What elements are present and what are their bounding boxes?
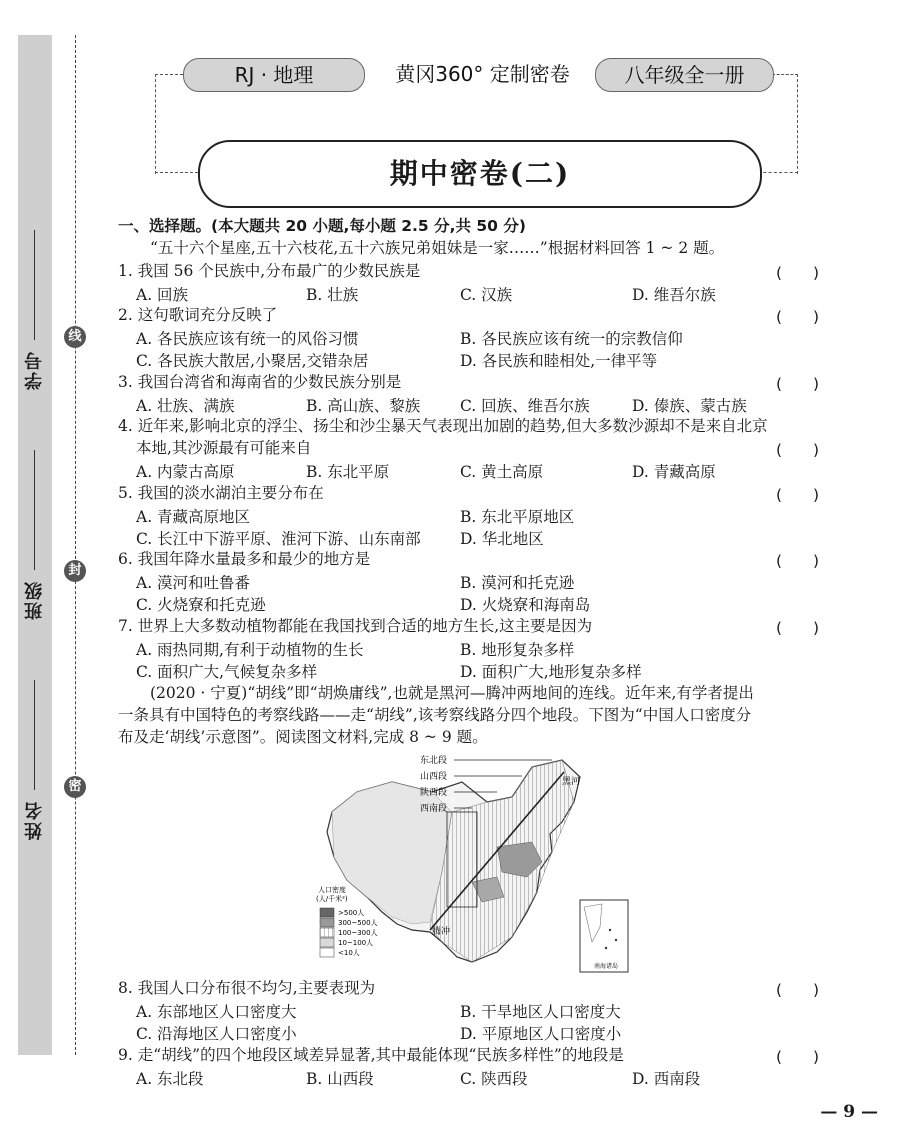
seal-cut-line — [75, 35, 76, 1055]
page-number: — 9 — — [820, 1102, 878, 1122]
legend-item-2: 300~500人 — [338, 919, 378, 927]
q4-answer-paren[interactable]: ( ) — [776, 441, 820, 459]
legend-item-1: >500人 — [338, 909, 365, 917]
q4-option-a: A. 内蒙古高原 — [136, 463, 235, 481]
q3-stem: 3. 我国台湾省和海南省的少数民族分别是 — [118, 373, 402, 391]
q4-stem: 4. 近年来,影响北京的浮尘、扬尘和沙尘暴天气表现出加剧的趋势,但大多数沙源却不是来自北京 — [118, 417, 768, 435]
q3-option-d: D. 傣族、蒙古族 — [632, 397, 747, 415]
header-dash-left — [155, 74, 183, 75]
q6-answer-paren[interactable]: ( ) — [776, 552, 820, 570]
population-density-map — [312, 752, 632, 977]
q1-option-c: C. 汉族 — [460, 286, 513, 304]
q7-option-c: C. 面积广大,气候复杂多样 — [136, 663, 318, 681]
q2-option-a: A. 各民族应该有统一的风俗习惯 — [136, 330, 359, 348]
header-dash-right — [772, 74, 798, 75]
q9-option-a: A. 东北段 — [136, 1070, 204, 1088]
q8-stem: 8. 我国人口分布很不均匀,主要表现为 — [118, 979, 376, 997]
city-heihe: 黑河 — [562, 777, 581, 787]
legend-item-4: 10~100人 — [338, 939, 374, 947]
legend-item-3: 100~300人 — [338, 929, 378, 937]
student-id-label: 学号 — [24, 350, 45, 390]
q5-option-c: C. 长江中下游平原、淮河下游、山东南部 — [136, 530, 421, 548]
inset-label: 南海诸岛 — [594, 963, 619, 970]
q2-answer-paren[interactable]: ( ) — [776, 308, 820, 326]
q9-option-b: B. 山西段 — [306, 1070, 374, 1088]
q5-option-b: B. 东北平原地区 — [460, 508, 575, 526]
seal-mark-line: 线 — [64, 326, 86, 348]
q9-option-c: C. 陕西段 — [460, 1070, 528, 1088]
q7-answer-paren[interactable]: ( ) — [776, 619, 820, 637]
class-label: 班级 — [24, 580, 45, 620]
q4-option-c: C. 黄土高原 — [460, 463, 544, 481]
q9-option-d: D. 西南段 — [632, 1070, 701, 1088]
q7-option-d: D. 面积广大,地形复杂多样 — [460, 663, 642, 681]
q8-answer-paren[interactable]: ( ) — [776, 981, 820, 999]
q1-answer-paren[interactable]: ( ) — [776, 264, 820, 282]
intro-2-line-1: (2020 · 宁夏)“胡线”即“胡焕庸线”,也就是黑河—腾冲两地间的连线。近年来,有学者提出 — [150, 684, 754, 702]
header-dash-left-vertical — [155, 74, 156, 174]
header-dash-left-bottom — [155, 172, 198, 173]
q8-option-a: A. 东部地区人口密度大 — [136, 1003, 297, 1021]
segment-shaanxi: 陕西段 — [420, 788, 448, 798]
q3-option-a: A. 壮族、满族 — [136, 397, 235, 415]
q4-option-b: B. 东北平原 — [306, 463, 390, 481]
q1-option-b: B. 壮族 — [306, 286, 359, 304]
name-blank — [34, 680, 35, 790]
q6-option-b: B. 漠河和托克逊 — [460, 574, 575, 592]
section-heading: 一、选择题。(本大题共 20 小题,每小题 2.5 分,共 50 分) — [118, 217, 526, 235]
q6-option-d: D. 火烧寮和海南岛 — [460, 596, 591, 614]
q3-answer-paren[interactable]: ( ) — [776, 375, 820, 393]
binding-sidebar — [18, 35, 52, 1055]
legend-item-5: <10人 — [338, 949, 360, 957]
city-tengchong: 腾冲 — [432, 927, 451, 937]
q1-stem: 1. 我国 56 个民族中,分布最广的少数民族是 — [118, 262, 421, 280]
segment-northeast: 东北段 — [420, 756, 448, 766]
intro-1: “五十六个星座,五十六枝花,五十六族兄弟姐妹是一家……”根据材料回答 1 ~ 2 题。 — [150, 239, 725, 257]
subject-pill: RJ · 地理 — [183, 58, 365, 92]
q1-option-d: D. 维吾尔族 — [632, 286, 716, 304]
q2-option-c: C. 各民族大散居,小聚居,交错杂居 — [136, 352, 369, 370]
name-label: 姓名 — [24, 800, 45, 840]
q5-option-a: A. 青藏高原地区 — [136, 508, 251, 526]
legend-title: 人口密度 — [318, 886, 346, 894]
q3-option-c: C. 回族、维吾尔族 — [460, 397, 590, 415]
q1-option-a: A. 回族 — [136, 286, 189, 304]
south-sea-inset — [580, 900, 628, 972]
exam-title: 期中密卷(二) — [198, 140, 762, 208]
q2-stem: 2. 这句歌词充分反映了 — [118, 306, 278, 324]
q8-option-d: D. 平原地区人口密度小 — [460, 1025, 622, 1043]
intro-2-line-2: 一条具有中国特色的考察线路——走“胡线”,该考察线路分四个地段。下图为“中国人口密度分 — [118, 706, 752, 724]
q7-option-b: B. 地形复杂多样 — [460, 641, 575, 659]
student-id-blank — [34, 230, 35, 340]
q2-option-d: D. 各民族和睦相处,一律平等 — [460, 352, 658, 370]
q6-stem: 6. 我国年降水量最多和最少的地方是 — [118, 550, 371, 568]
q8-option-b: B. 干旱地区人口密度大 — [460, 1003, 621, 1021]
series-title: 黄冈360° 定制密卷 — [395, 62, 570, 86]
class-blank — [34, 450, 35, 570]
segment-southwest: 西南段 — [420, 804, 448, 814]
q4-option-d: D. 青藏高原 — [632, 463, 716, 481]
grade-pill: 八年级全一册 — [595, 58, 774, 92]
header-dash-right-bottom — [758, 172, 798, 173]
q9-stem: 9. 走“胡线”的四个地段区域差异显著,其中最能体现“民族多样性”的地段是 — [118, 1046, 624, 1064]
q5-option-d: D. 华北地区 — [460, 530, 544, 548]
q5-answer-paren[interactable]: ( ) — [776, 486, 820, 504]
q3-option-b: B. 高山族、黎族 — [306, 397, 421, 415]
q4-stem-continued: 本地,其沙源最有可能来自 — [136, 439, 312, 457]
seal-mark-secret: 密 — [64, 776, 86, 798]
q7-stem: 7. 世界上大多数动植物都能在我国找到合适的地方生长,这主要是因为 — [118, 617, 593, 635]
intro-2-line-3: 布及走‘胡线’示意图”。阅读图文材料,完成 8 ~ 9 题。 — [118, 728, 488, 746]
q7-option-a: A. 雨热同期,有利于动植物的生长 — [136, 641, 364, 659]
q6-option-c: C. 火烧寮和托克逊 — [136, 596, 266, 614]
seal-mark-seal: 封 — [64, 560, 86, 582]
segment-shanxi: 山西段 — [420, 772, 448, 782]
header-dash-right-vertical — [797, 74, 798, 174]
q2-option-b: B. 各民族应该有统一的宗教信仰 — [460, 330, 683, 348]
q9-answer-paren[interactable]: ( ) — [776, 1048, 820, 1066]
q6-option-a: A. 漠河和吐鲁番 — [136, 574, 251, 592]
legend-unit: (人/千米²) — [316, 895, 348, 903]
q5-stem: 5. 我国的淡水湖泊主要分布在 — [118, 484, 324, 502]
q8-option-c: C. 沿海地区人口密度小 — [136, 1025, 297, 1043]
